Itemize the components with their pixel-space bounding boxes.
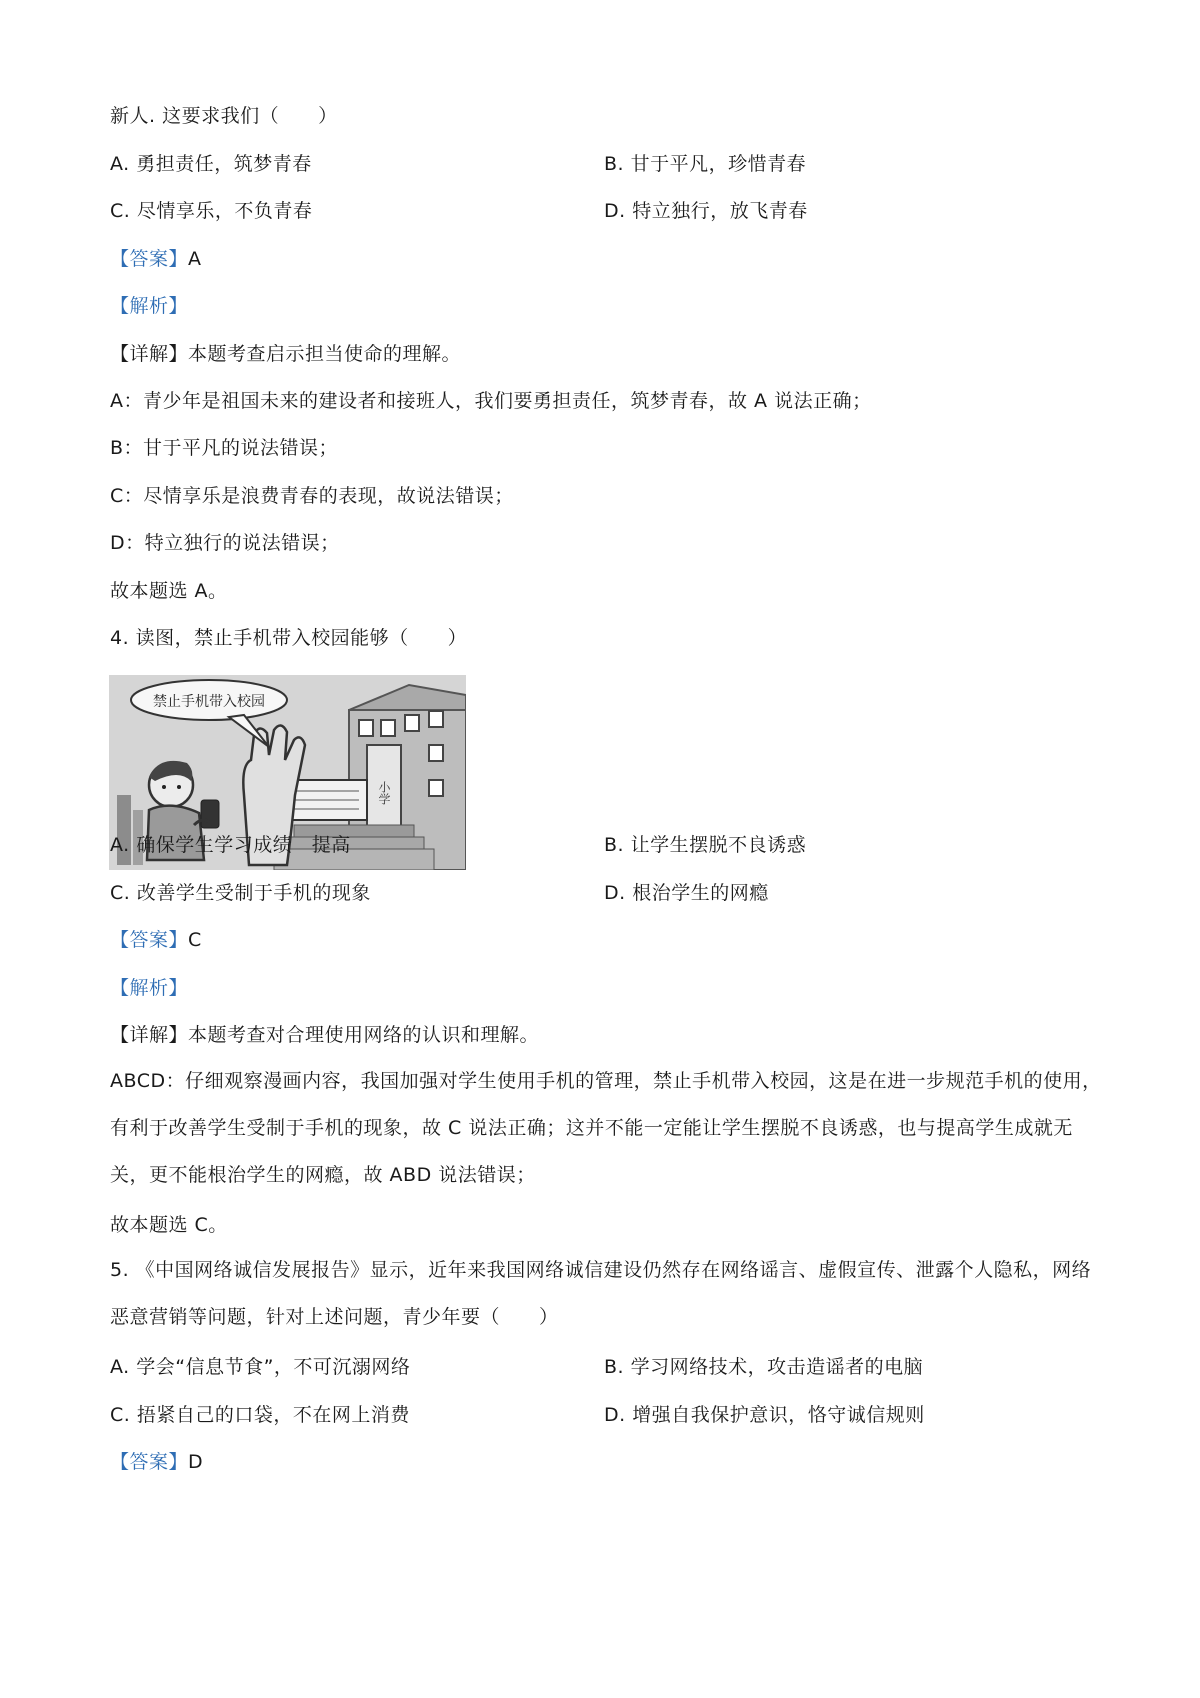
q3-line-d: D：特立独行的说法错误； <box>110 532 340 554</box>
q5-answer <box>110 1448 203 1476</box>
q3-option-c: C. 尽情享乐，不负青春 <box>110 200 313 222</box>
answer-tag: 【答案】 <box>110 248 189 270</box>
q5-option-a: A. 学会“信息节食”，不可沉溺网络 <box>110 1356 411 1378</box>
q4-conclusion: 故本题选 C。 <box>110 1214 228 1236</box>
q4-explanation: ABCD：仔细观察漫画内容，我国加强对学生使用手机的管理，禁止手机带入校园，这是在进一步规范手机的使用，有利于改善学生受制于手机的现象，故 C 说法正确；这并不能一定能让学生摆脱不良诱惑，也与提高学生成就无关，更不能根治学生的网瘾，故 ABD 说法错误； <box>110 1070 1102 1186</box>
q4-answer <box>110 926 202 954</box>
q4-analysis-tag: 【解析】 <box>110 977 189 999</box>
q3-option-d: D. 特立独行，放飞青春 <box>604 200 808 222</box>
q3-answer <box>110 245 202 273</box>
answer-tag: 【答案】 <box>110 1451 189 1473</box>
q3-conclusion: 故本题选 A。 <box>110 580 228 602</box>
q3-stem-tail: 新人. 这要求我们（ ） <box>110 105 338 127</box>
q5-option-d: D. 增强自我保护意识，恪守诚信规则 <box>604 1404 925 1426</box>
q4-option-d: D. 根治学生的网瘾 <box>604 882 769 904</box>
answer-value: D <box>188 1451 204 1473</box>
q4-option-a: A. 确保学生学习成绩 提高 <box>110 834 351 856</box>
answer-value: C <box>188 929 202 951</box>
sign-text: 禁止手机带入校园 <box>153 694 265 710</box>
q3-line-a: A：青少年是祖国未来的建设者和接班人，我们要勇担责任，筑梦青春，故 A 说法正确； <box>110 390 872 412</box>
q5-stem: 5. 《中国网络诚信发展报告》显示，近年来我国网络诚信建设仍然存在网络谣言、虚假宣传、泄露个人隐私，网络恶意营销等问题，针对上述问题，青少年要（ ） <box>110 1259 1092 1328</box>
q4-option-c: C. 改善学生受制于手机的现象 <box>110 882 371 904</box>
answer-tag: 【答案】 <box>110 929 189 951</box>
q3-option-a: A. 勇担责任，筑梦青春 <box>110 153 312 175</box>
q4-detail: 【详解】本题考查对合理使用网络的认识和理解。 <box>110 1024 540 1046</box>
q3-option-b: B. 甘于平凡，珍惜青春 <box>604 153 807 175</box>
q4-option-b: B. 让学生摆脱不良诱惑 <box>604 834 807 856</box>
q3-detail: 【详解】本题考查启示担当使命的理解。 <box>110 343 462 365</box>
q4-stem: 4. 读图，禁止手机带入校园能够（ ） <box>110 627 468 649</box>
answer-value: A <box>188 248 202 270</box>
q3-line-b: B：甘于平凡的说法错误； <box>110 437 339 459</box>
svg-text:小学: 小学 <box>377 781 391 805</box>
q5-option-b: B. 学习网络技术，攻击造谣者的电脑 <box>604 1356 924 1378</box>
q3-analysis-tag: 【解析】 <box>110 295 189 317</box>
q5-option-c: C. 捂紧自己的口袋，不在网上消费 <box>110 1404 410 1426</box>
q3-line-c: C：尽情享乐是浪费青春的表现，故说法错误； <box>110 485 514 507</box>
